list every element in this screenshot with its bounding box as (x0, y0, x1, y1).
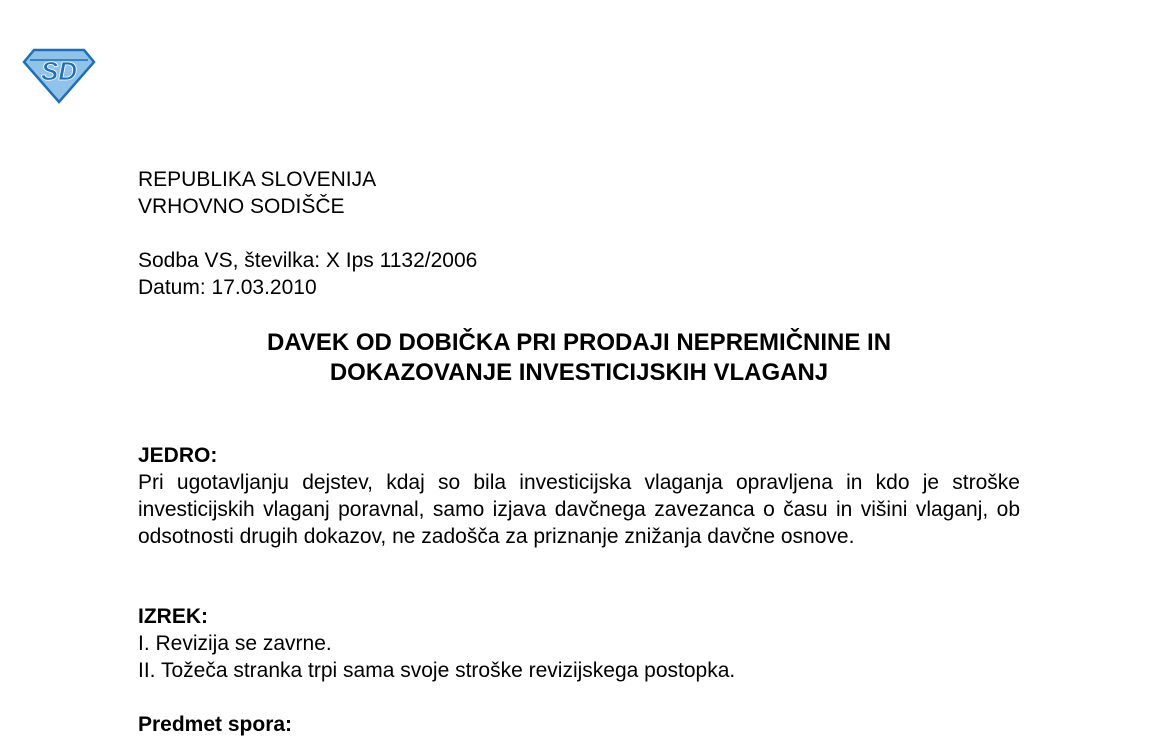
logo-letters: SD (40, 56, 78, 86)
izrek-item-1: I. Revizija se zavrne. (138, 632, 332, 655)
title-line-1: DAVEK OD DOBIČKA PRI PRODAJI NEPREMIČNINE IN (266, 329, 892, 356)
izrek-heading: IZREK: (138, 605, 208, 628)
case-date: Datum: 17.03.2010 (138, 276, 317, 299)
section-izrek (138, 603, 1020, 684)
country-name: REPUBLIKA SLOVENIJA (138, 168, 377, 191)
court-logo (22, 46, 96, 104)
section-jedro (138, 442, 1020, 550)
izrek-item-2: II. Tožeča stranka trpi sama svoje stroške revizijskega postopka. (138, 659, 736, 682)
court-header (138, 166, 1020, 220)
title-line-2: DOKAZOVANJE INVESTICIJSKIH VLAGANJ (329, 359, 829, 386)
case-info (138, 247, 1020, 301)
court-name: VRHOVNO SODIŠČE (138, 195, 345, 218)
jedro-heading: JEDRO: (138, 444, 218, 467)
case-number: Sodba VS, številka: X Ips 1132/2006 (138, 249, 478, 272)
document-title (138, 328, 1020, 388)
jedro-text: Pri ugotavljanju dejstev, kdaj so bila investicijska vlaganja opravljena in kdo je stroške investicijskih vlaganj poravnal, samo izjava davčnega zavezanca o času in višini vlaganj, ob odsotnosti drugih dokazov, ne zadošča za priznanje znižanja davčne osnove. (138, 471, 1020, 548)
predmet-heading: Predmet spora: (138, 713, 293, 736)
section-predmet (138, 711, 1020, 738)
